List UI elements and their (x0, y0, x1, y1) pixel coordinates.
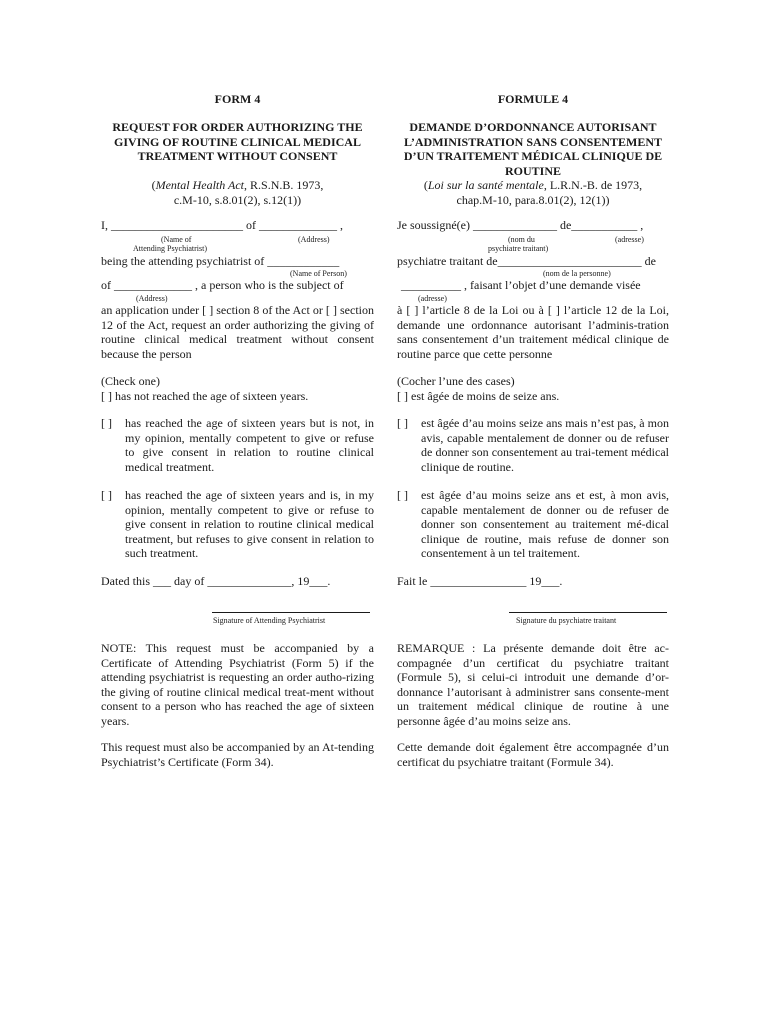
checkbox: [ ] (397, 416, 408, 430)
form-title: DEMANDE D’ORDONNANCE AUTORISANT L’ADMINISTRATION SANS CONSENTEMENT D’UN TRAITEMENT MÉDICAL CLINIQUE DE ROUTINE (403, 120, 663, 178)
subject-line: __________ , faisant l’objet d’une demande visée (401, 278, 641, 292)
caption-person: (Name of Person) (290, 269, 347, 278)
note-paragraph: NOTE: This request must be accompanied by a Certificate of Attending Psychiatrist (Form 5) if the attending psychiatrist is requesting an order autho-rizing the giving of routine clinical medical treat-ment without consent to a person who has reached the age of sixteen years. (101, 641, 374, 728)
psychiatrist-line: psychiatre traitant de________________________ de (397, 254, 656, 268)
option-competent-refuses (101, 488, 374, 563)
caption-psychiatre: psychiatre traitant) (488, 244, 549, 253)
note-paragraph-2: This request must also be accompanied by an At-tending Psychiatrist’s Certificate (Form 34). (101, 740, 374, 769)
option-not-competent (101, 416, 374, 476)
option-text: est âgée d’au moins seize ans et est, à mon avis, capable mentalement de donner ou de refuser de donner son consentement au traitement mé-dical clinique de routine, mais refuse de donner son consentement à un tel traitement. (421, 488, 669, 560)
applicant-line: I, ______________________ of _____________ , (101, 218, 343, 232)
option-competent-refuses (397, 488, 669, 563)
option-not-competent (397, 416, 669, 476)
form-number: FORMULE 4 (497, 92, 569, 106)
signature-line (212, 612, 370, 613)
caption-adresse-2: (adresse) (418, 294, 447, 303)
form-title: REQUEST FOR ORDER AUTHORIZING THE GIVING OF ROUTINE CLINICAL MEDICAL TREATMENT WITHOUT CONSENT (112, 120, 363, 163)
fait-line: Fait le ________________ 19___. (397, 574, 563, 588)
application-paragraph: an application under [ ] section 8 of the Act or [ ] section 12 of the Act, request an order authorizing the giving of routine clinical medical treatment without consent because the person (101, 303, 374, 361)
signature-caption: Signature du psychiatre traitant (516, 616, 617, 625)
signature-line (509, 612, 667, 613)
dated-line: Dated this ___ day of ______________, 19___. (101, 574, 331, 588)
citation-line-1: (Loi sur la santé mentale, L.R.N.-B. de 1973, (423, 178, 643, 192)
citation-line-1: (Mental Health Act, R.S.N.B. 1973, (151, 178, 324, 192)
option-text: est âgée d’au moins seize ans mais n’est pas, à mon avis, capable mentalement de donner ou de refuser de donner son consentement au trai-tement médical clinique de routine. (421, 416, 669, 474)
option-text: has reached the age of sixteen years and is, in my opinion, mentally competent to give or refuse to give consent in relation to routine clinical medical treatment, but refuses to give consent in relation to such treatment. (125, 488, 374, 560)
caption-address-2: (Address) (136, 294, 168, 303)
checkbox: [ ] (101, 416, 112, 430)
checkbox: [ ] (397, 488, 408, 502)
psychiatrist-line: being the attending psychiatrist of ____________ (101, 254, 340, 268)
signature-caption: Signature of Attending Psychiatrist (213, 616, 326, 625)
article-paragraph: à [ ] l’article 8 de la Loi ou à [ ] l’article 12 de la Loi, demande une ordonnance autorisant l’adminis-tration sans consentement d’un traitement médical clinique de routine parce que cette personne (397, 303, 669, 361)
cocher-label: (Cocher l’une des cases) (397, 374, 515, 388)
option-under-sixteen: [ ] has not reached the age of sixteen years. (101, 389, 309, 403)
applicant-line: Je soussigné(e) ______________ de___________ , (397, 218, 644, 232)
act-name: Mental Health Act (155, 178, 245, 192)
citation-line-2: c.M-10, s.8.01(2), s.12(1)) (173, 192, 302, 207)
caption-address: (Address) (298, 235, 330, 244)
caption-adresse: (adresse) (615, 235, 644, 244)
act-name: Loi sur la santé mentale (427, 178, 544, 192)
citation-line-2: chap.M-10, para.8.01(2), 12(1)) (456, 192, 610, 207)
caption-personne: (nom de la personne) (543, 269, 611, 278)
checkbox: [ ] (101, 488, 112, 502)
subject-line: of _____________ , a person who is the subject of (101, 278, 344, 292)
option-under-sixteen: [ ] est âgée de moins de seize ans. (397, 389, 560, 403)
note-paragraph: REMARQUE : La présente demande doit être ac-compagnée d’un certificat du psychiatre traitant (Formule 5), si celui-ci introduit une demande d’or-donnance l’autorisant à administrer sans consente-ment un traitement médical clinique de routine à une personne âgée d’au moins seize ans. (397, 641, 669, 728)
check-one-label: (Check one) (101, 374, 160, 388)
note-paragraph-2: Cette demande doit également être accompagnée d’un certificat du psychiatre traitant (Formule 34). (397, 740, 669, 769)
form-number: FORM 4 (214, 92, 261, 106)
caption-nom: (nom du (508, 235, 535, 244)
caption-name: (Name of (161, 235, 192, 244)
caption-attending: Attending Psychiatrist) (133, 244, 207, 253)
option-text: has reached the age of sixteen years but is not, in my opinion, mentally competent to give or refuse to give consent in relation to routine clinical medical treatment. (125, 416, 374, 474)
